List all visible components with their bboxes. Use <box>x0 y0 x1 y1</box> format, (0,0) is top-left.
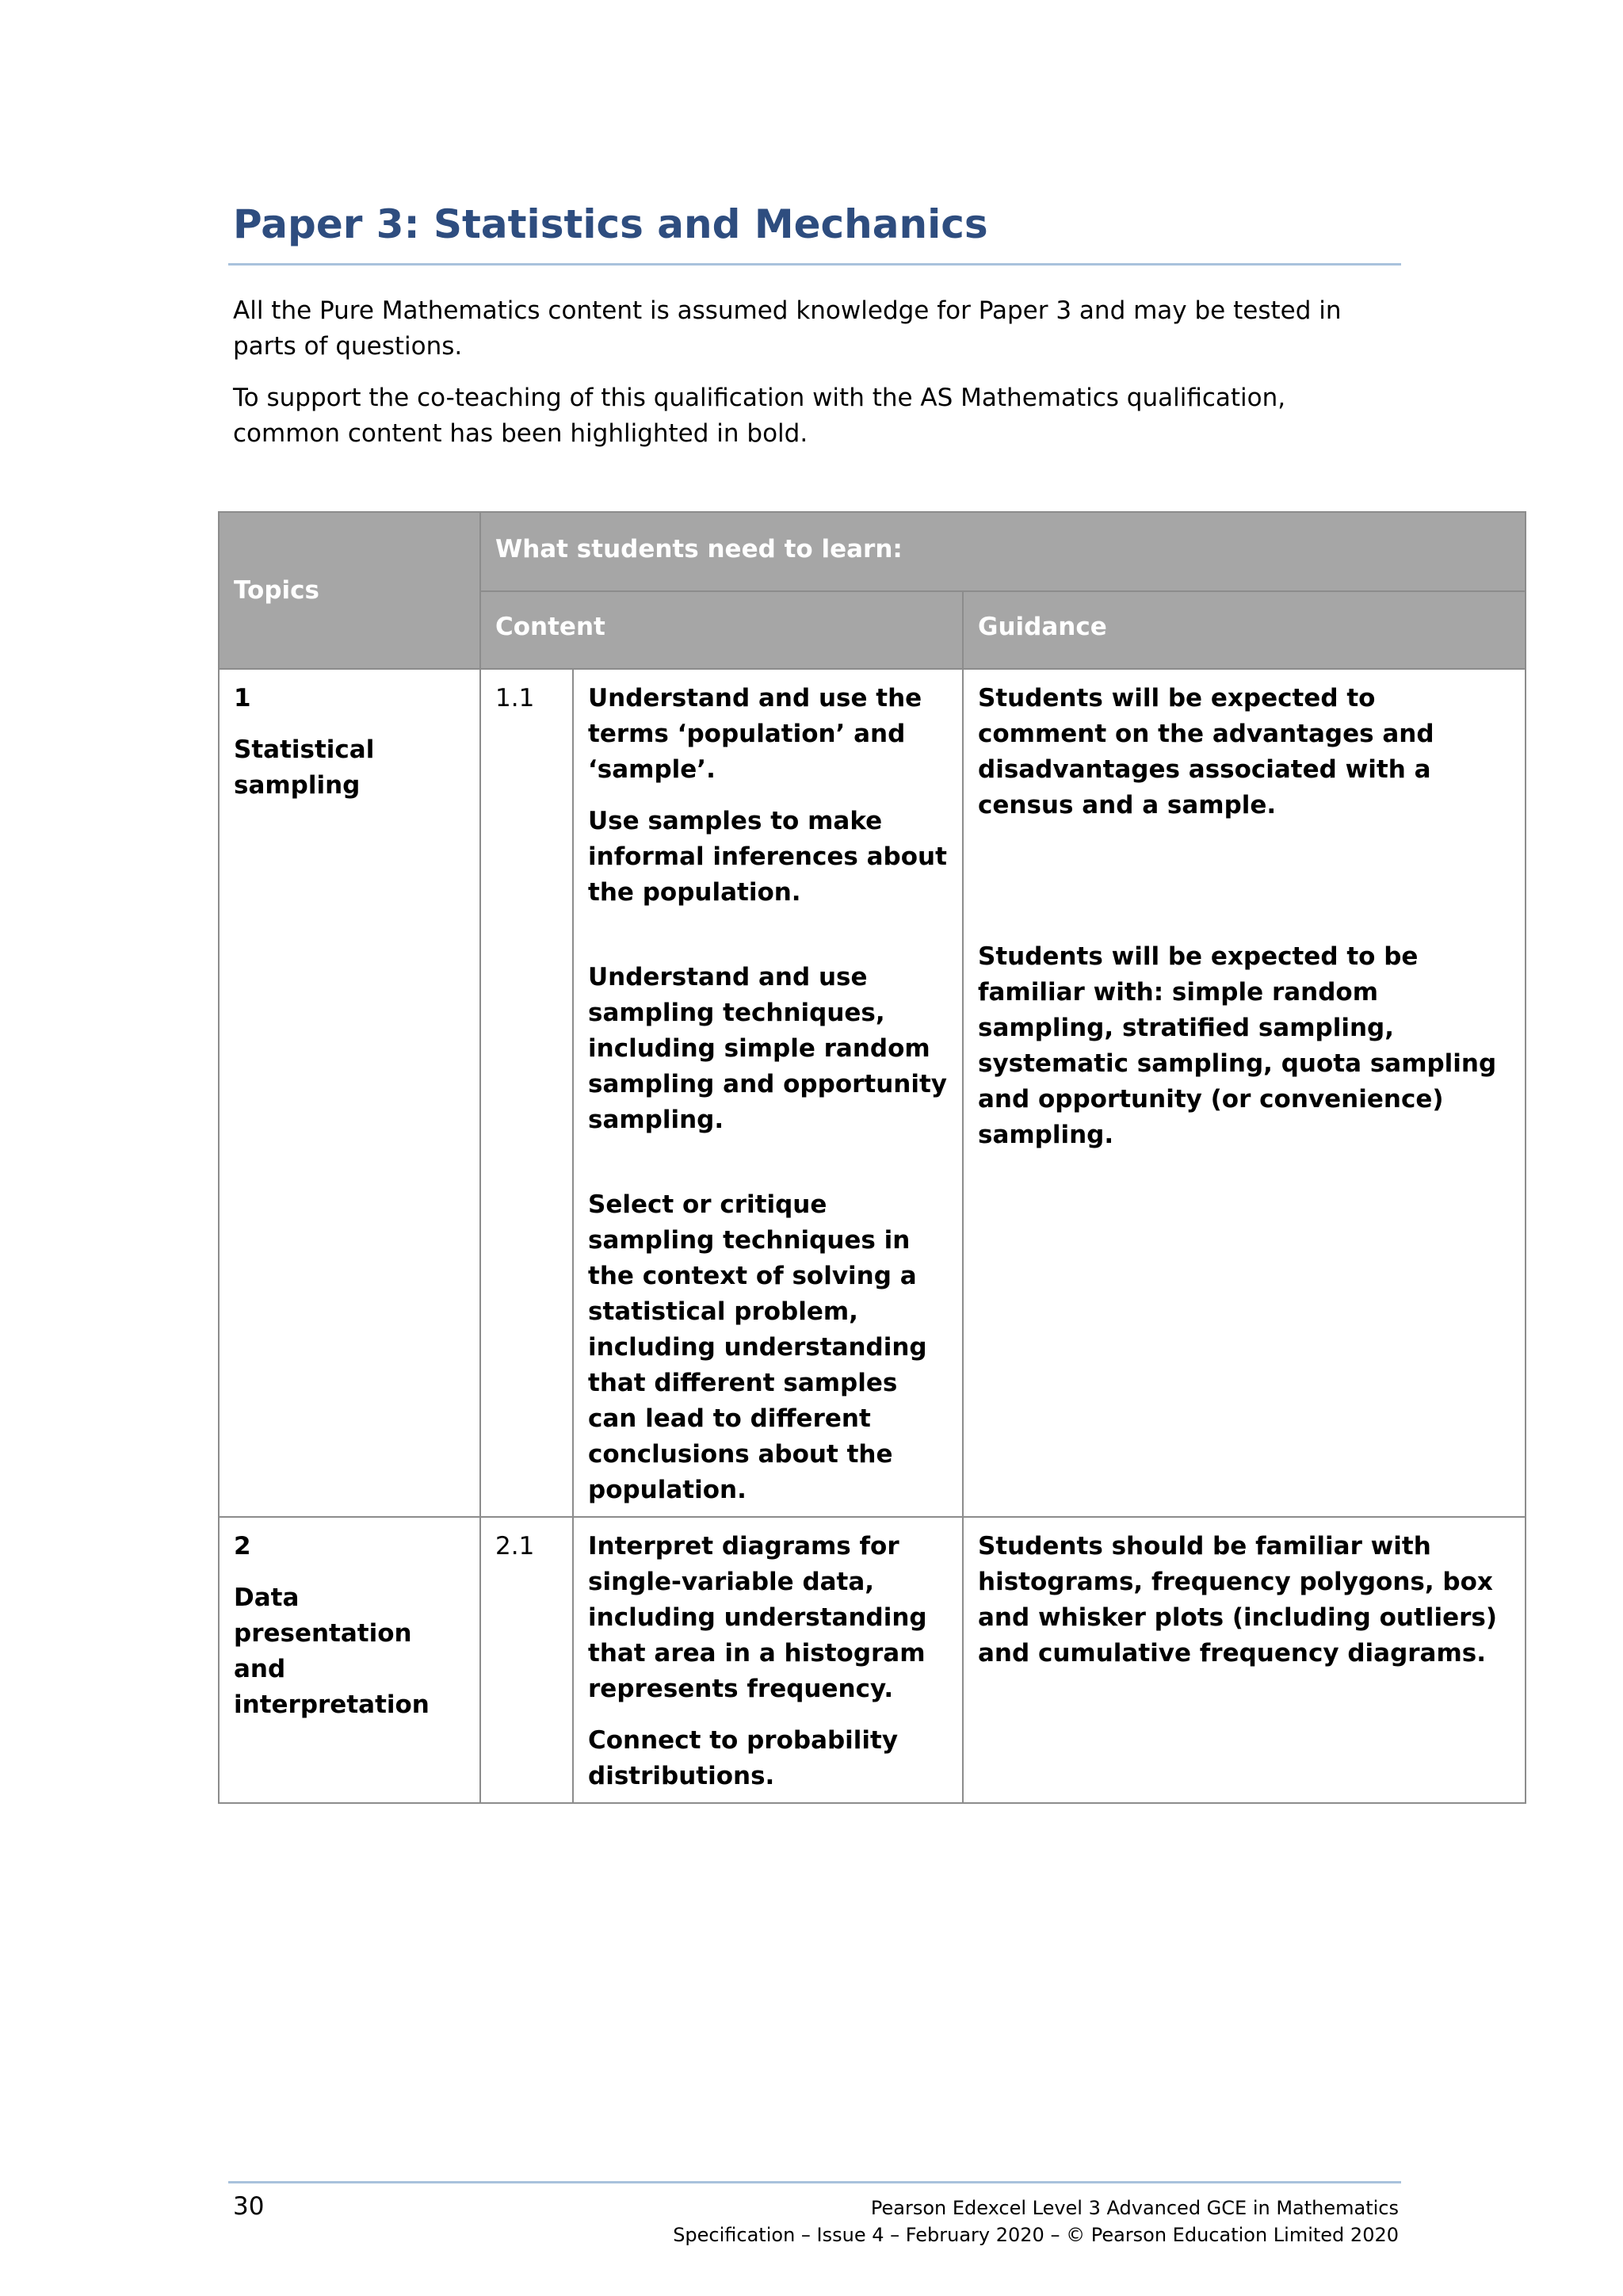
footer-divider <box>228 2181 1401 2183</box>
content-paragraph: Select or critique sampling techniques in the context of solving a statistical problem, including understanding that different samples can lead to different conclusions about the population. <box>588 1190 927 1504</box>
content-paragraph: Understand and use sampling techniques, including simple random sampling and opportunity sampling. <box>588 963 948 1134</box>
header-content: Content <box>480 591 963 669</box>
header-guidance: Guidance <box>963 591 1526 669</box>
header-topics: Topics <box>219 512 480 669</box>
content-paragraph: Use samples to make informal inferences about the population. <box>588 807 947 907</box>
footer-specification-issue: Specification – Issue 4 – February 2020 – © Pearson Education Limited 2020 <box>673 2224 1399 2246</box>
intro-paragraph-2: To support the co-teaching of this qualification with the AS Mathematics qualification, common content has been highlighted in bold. <box>233 384 1286 448</box>
table-row <box>219 669 1526 1517</box>
content-paragraph: Understand and use the terms ‘population’ and ‘sample’. <box>588 684 922 784</box>
table-row <box>219 1517 1526 1803</box>
topic-cell <box>219 669 480 1517</box>
guidance-cell <box>963 1517 1526 1803</box>
content-paragraph: Interpret diagrams for single-variable data, including understanding that area in a histogram represents frequency. <box>588 1532 927 1703</box>
topic-number: 2 <box>234 1532 251 1561</box>
page-number: 30 <box>233 2192 265 2221</box>
content-cell <box>573 1517 963 1803</box>
topic-number: 1 <box>234 684 251 712</box>
page-title: Paper 3: Statistics and Mechanics <box>233 201 988 247</box>
reference-cell: 2.1 <box>480 1517 573 1803</box>
title-divider <box>228 263 1401 266</box>
reference-cell: 1.1 <box>480 669 573 1517</box>
guidance-paragraph: Students will be expected to comment on the advantages and disadvantages associated with a census and a sample. <box>978 684 1434 819</box>
intro-paragraph-1: All the Pure Mathematics content is assumed knowledge for Paper 3 and may be tested in parts of questions. <box>233 296 1342 361</box>
guidance-cell <box>963 669 1526 1517</box>
topic-name: Data presentation and interpretation <box>234 1584 430 1719</box>
content-cell <box>573 669 963 1517</box>
footer-publication-title: Pearson Edexcel Level 3 Advanced GCE in Mathematics <box>870 2197 1399 2219</box>
topic-name: Statistical sampling <box>234 735 375 800</box>
specification-table <box>218 511 1526 1804</box>
content-paragraph: Connect to probability distributions. <box>588 1726 899 1790</box>
header-what-students-need-to-learn: What students need to learn: <box>480 512 1526 591</box>
guidance-paragraph: Students will be expected to be familiar with: simple random sampling, stratified sampling, systematic sampling, quota sampling and opportunity (or convenience) sampling. <box>978 942 1497 1149</box>
guidance-paragraph: Students should be familiar with histograms, frequency polygons, box and whisker plots (including outliers) and cumulative frequency diagrams. <box>978 1532 1497 1668</box>
topic-cell <box>219 1517 480 1803</box>
